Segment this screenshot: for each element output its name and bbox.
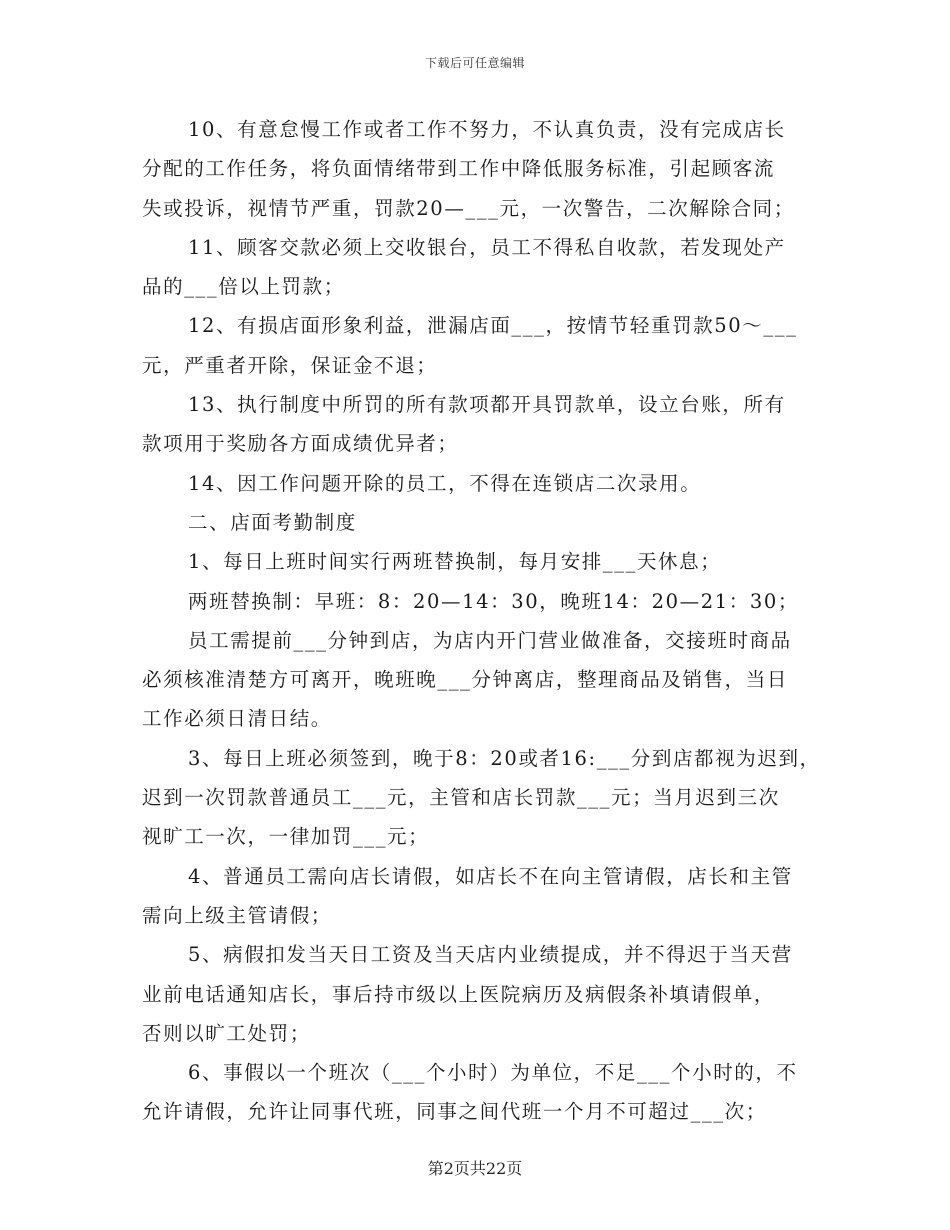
text-line: 允许请假，允许让同事代班，同事之间代班一个月不可超过___次；: [142, 1100, 767, 1124]
text-line: 11、顾客交款必须上交收银台，员工不得私自收款，若发现处产: [188, 235, 786, 259]
text-line: 4、普通员工需向店长请假，如店长不在向主管请假，店长和主管: [188, 864, 793, 888]
text-line: 款项用于奖励各方面成绩优异者；: [142, 432, 459, 456]
text-line: 业前电话通知店长，事后持市级以上医院病历及病假条补填请假单，: [142, 982, 776, 1006]
page-header: 下载后可任意编辑: [424, 56, 525, 70]
text-line: 视旷工一次，一律加罚___元；: [142, 825, 430, 849]
document-body: [142, 110, 822, 1132]
text-line: 否则以旷工处罚；: [142, 1021, 311, 1045]
text-line: 两班替换制：早班：8：20—14：30，晚班14：20—21：30；: [188, 589, 799, 613]
text-line: 需向上级主管请假；: [142, 903, 332, 927]
text-line: 品的___倍以上罚款；: [142, 275, 345, 299]
text-line: 10、有意怠慢工作或者工作不努力，不认真负责，没有完成店长: [188, 118, 786, 141]
text-line: 元，严重者开除，保证金不退；: [142, 353, 438, 377]
text-line: 1、每日上班时间实行两班替换制，每月安排___天休息；: [188, 550, 722, 574]
text-line: 必须核准清楚方可离开，晚班晚___分钟离店，整理商品及销售，当日: [142, 668, 788, 692]
text-line: 迟到一次罚款普通员工___元，主管和店长罚款___元；当月迟到三次: [142, 786, 780, 810]
text-line: 6、事假以一个班次（___个小时）为单位，不足___个小时的，不: [188, 1061, 798, 1085]
text-line: 3、每日上班必须签到，晚于8：20或者16:___分到店都视为迟到，: [188, 746, 821, 770]
text-line: 12、有损店面形象利益，泄漏店面___，按情节轻重罚款50～___: [188, 314, 798, 338]
text-line: 工作必须日清日结。: [142, 707, 332, 731]
text-line: 分配的工作任务，将负面情绪带到工作中降低服务标准，引起顾客流: [142, 157, 776, 181]
text-line: 员工需提前___分钟到店，为店内开门营业做准备，交接班时商品: [188, 628, 792, 652]
text-line: 5、病假扣发当天日工资及当天店内业绩提成，并不得迟于当天营: [188, 943, 793, 967]
text-line: 13、执行制度中所罚的所有款项都开具罚款单，设立台账，所有: [188, 393, 786, 417]
text-line: 失或投诉，视情节严重，罚款20—___元，一次警告，二次解除合同；: [142, 196, 795, 220]
text-line: 14、因工作问题开除的员工，不得在连锁店二次录用。: [188, 471, 702, 495]
section-heading: 二、店面考勤制度: [188, 510, 357, 534]
page-number-footer: 第2页共22页: [427, 1159, 523, 1178]
